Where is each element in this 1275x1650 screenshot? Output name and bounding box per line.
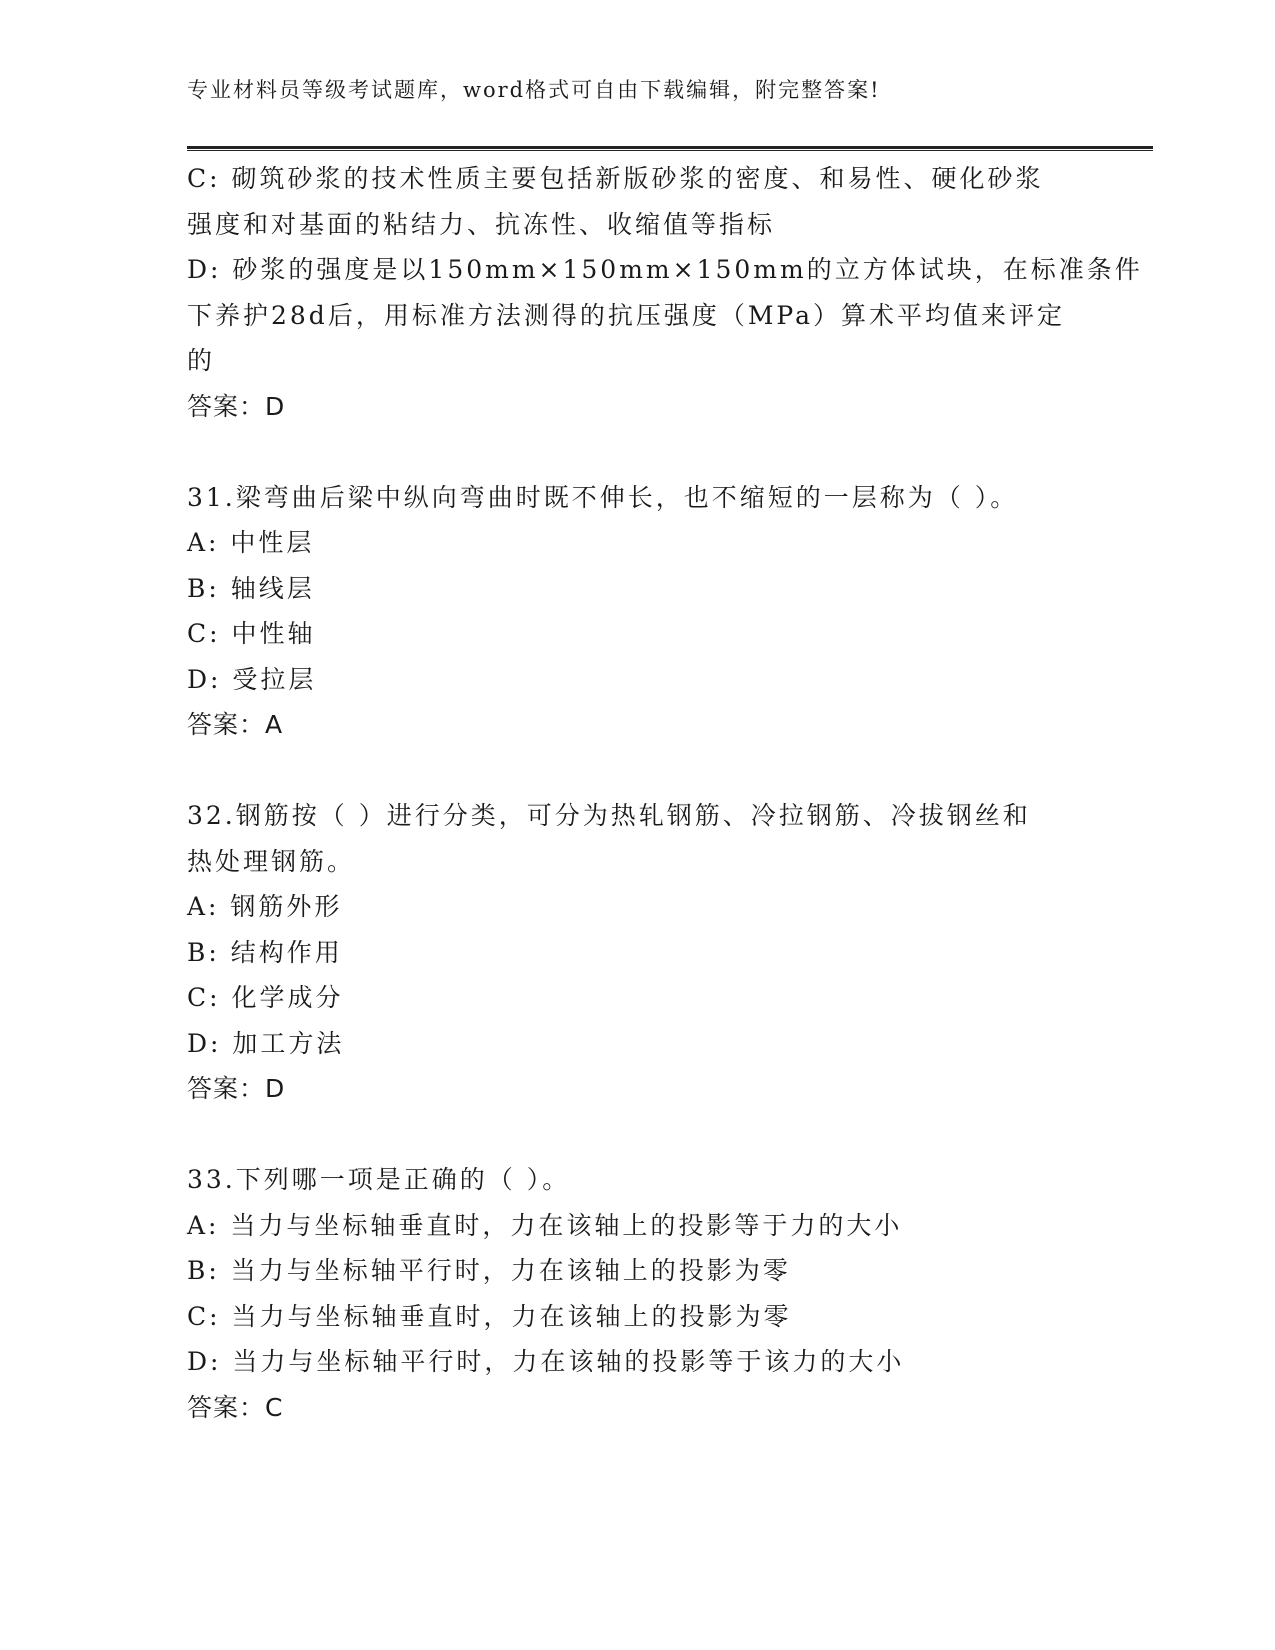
option-c-line-2: 强度和对基面的粘结力、抗冻性、收缩值等指标 [187, 209, 776, 239]
option-d-line-2: 下养护28d后，用标准方法测得的抗压强度（MPa）算术平均值来评定 [187, 300, 1066, 330]
question-stem-continued: 热处理钢筋。 [187, 846, 356, 876]
answer-label: 答案：D [187, 1074, 286, 1103]
answer-label: 答案：D [187, 391, 286, 421]
option-d: D: 加工方法 [187, 1028, 345, 1058]
question-stem: 31.梁弯曲后梁中纵向弯曲时既不伸长，也不缩短的一层称为（ ）。 [187, 482, 1019, 512]
answer-label: 答案：C [187, 1392, 284, 1422]
header-divider [187, 146, 1153, 151]
option-b: B: 当力与坐标轴平行时，力在该轴上的投影为零 [187, 1256, 791, 1285]
option-b: B: 结构作用 [187, 937, 343, 967]
option-a: A: 钢筋外形 [187, 892, 343, 921]
option-a: A: 当力与坐标轴垂直时，力在该轴上的投影等于力的大小 [187, 1210, 903, 1240]
option-d: D: 受拉层 [187, 664, 317, 694]
option-c-line-1: C: 砌筑砂浆的技术性质主要包括新版砂浆的密度、和易性、硬化砂浆 [187, 164, 1044, 193]
question-stem: 32.钢筋按（ ）进行分类，可分为热轧钢筋、冷拉钢筋、冷拔钢丝和 [187, 801, 1031, 830]
option-b: B: 轴线层 [187, 573, 315, 603]
answer-label: 答案：A [187, 710, 284, 739]
document-body [187, 156, 1143, 1430]
spacer [187, 1112, 1067, 1158]
spacer [187, 748, 1067, 794]
option-c: C: 化学成分 [187, 983, 344, 1012]
option-d-line-1: D: 砂浆的强度是以150mm×150mm×150mm的立方体试块，在标准条件 [187, 255, 1143, 284]
option-c: C: 当力与坐标轴垂直时，力在该轴上的投影为零 [187, 1301, 792, 1331]
option-d: D: 当力与坐标轴平行时，力在该轴的投影等于该力的大小 [187, 1347, 905, 1376]
option-c: C: 中性轴 [187, 619, 316, 648]
question-stem: 33.下列哪一项是正确的（ ）。 [187, 1165, 571, 1194]
spacer [187, 429, 1067, 475]
option-a: A: 中性层 [187, 528, 315, 557]
option-d-line-3: 的 [187, 346, 216, 375]
page-header-text: 专业材料员等级考试题库，word格式可自由下载编辑，附完整答案! [187, 78, 881, 102]
